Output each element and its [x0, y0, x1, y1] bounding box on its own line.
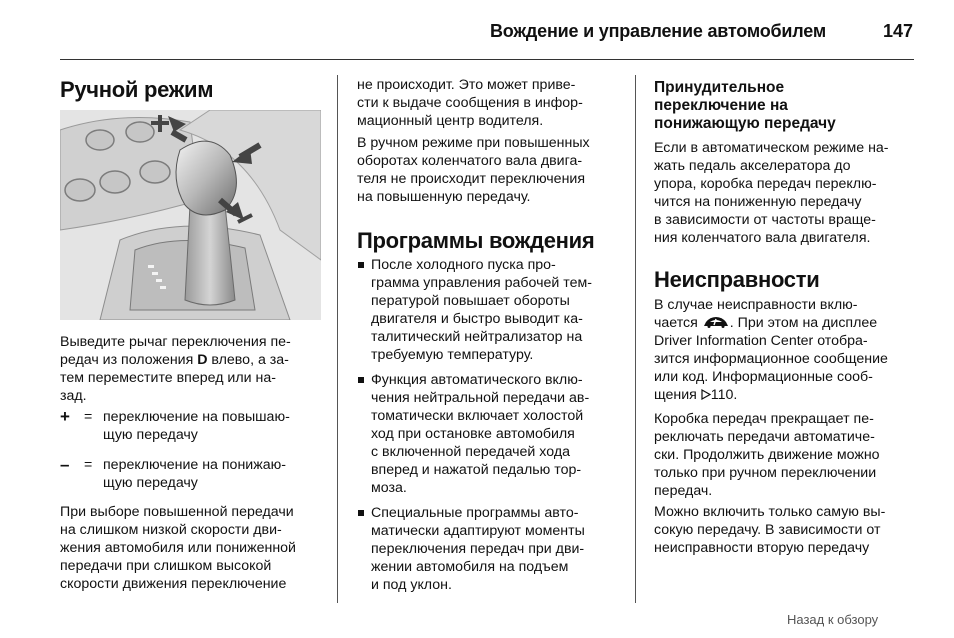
intro-line: зад. [60, 388, 87, 404]
bullet-square-icon [358, 262, 364, 268]
heading-driving-programs: Программы вождения [357, 228, 595, 253]
gear-lever-illustration [60, 110, 321, 320]
bullet-square-icon [358, 510, 364, 516]
intro-line: редач из положения D влево, а за- [60, 352, 289, 368]
page-reference-link[interactable]: 110 [710, 387, 734, 403]
running-header-title: Вождение и управление автомобилем [490, 21, 826, 41]
minus-symbol: – [60, 455, 70, 474]
heading-forced-downshift: Принудительное переключение на понижающую передачу [654, 79, 836, 132]
list-item: После холодного пуска про- грамма управления рабочей тем- пературой повышает обороты двигателя и быстро выводит ка- талитический нейтрализатор на требуемую температуру. [357, 256, 629, 364]
heading-faults: Неисправности [654, 267, 820, 292]
back-to-overview-link[interactable]: Назад к обзору [787, 612, 879, 627]
col2-para1: не происходит. Это может приве- сти к выдаче сообщения в инфор- мационный центр водителя. [357, 77, 583, 129]
column-divider-1 [337, 75, 338, 603]
manual-mode-para2: При выборе повышенной передачи на слишком низкой скорости дви- жения автомобиля или пониженной передачи при слишком высокой скорости движения переключение [60, 504, 296, 592]
driving-programs-list [357, 256, 629, 601]
col2-para2: В ручном режиме при повышенных оборотах коленчатого вала двига- теля не происходит переключения на повышенную передачу. [357, 135, 590, 205]
header-rule [60, 59, 914, 60]
bullet-square-icon [358, 377, 364, 383]
faults-para2: Коробка передач прекращает пе- реключать передачи автоматиче- ски. Продолжить движение можно только при ручном переключении передач. [654, 411, 880, 499]
intro-line: тем переместите вперед или на- [60, 370, 276, 386]
page-number: 147 [883, 21, 914, 41]
faults-para3: Можно включить только самую вы- сокую передачу. В зависимости от неисправности вторую передачу [654, 504, 886, 556]
intro-line: Выведите рычаг переключения пе- [60, 334, 291, 350]
column-divider-2 [635, 75, 636, 603]
list-item: Функция автоматического вклю- чения нейтральной передачи ав- томатически включает холостой ход при остановке автомобиля с включенной передачей хода вперед и нажатой педалью тор- моза. [357, 371, 629, 497]
plus-symbol: + [60, 407, 70, 426]
gear-lever-drawing [60, 110, 321, 320]
forced-downshift-text: Если в автоматическом режиме на- жать педаль акселератора до упора, коробка передач переклю- чится на пониженную передачу в зависимости от частоты враще- ния коленчатого вала двигателя. [654, 140, 889, 246]
list-item: Специальные программы авто- матически адаптируют моменты переключения передач при дви- жении автомобиля на подъем и под уклон. [357, 504, 629, 594]
manual-mode-intro [60, 333, 330, 405]
faults-para1: В случае неисправности вклю- чается . При этом на дисплее Driver Information Center отобра- зится информационное сообщение или код. Информационные сооб- щения 110. [654, 297, 888, 403]
heading-manual-mode: Ручной режим [60, 77, 214, 102]
car-warning-icon [702, 315, 730, 331]
page-reference-icon [701, 387, 711, 403]
